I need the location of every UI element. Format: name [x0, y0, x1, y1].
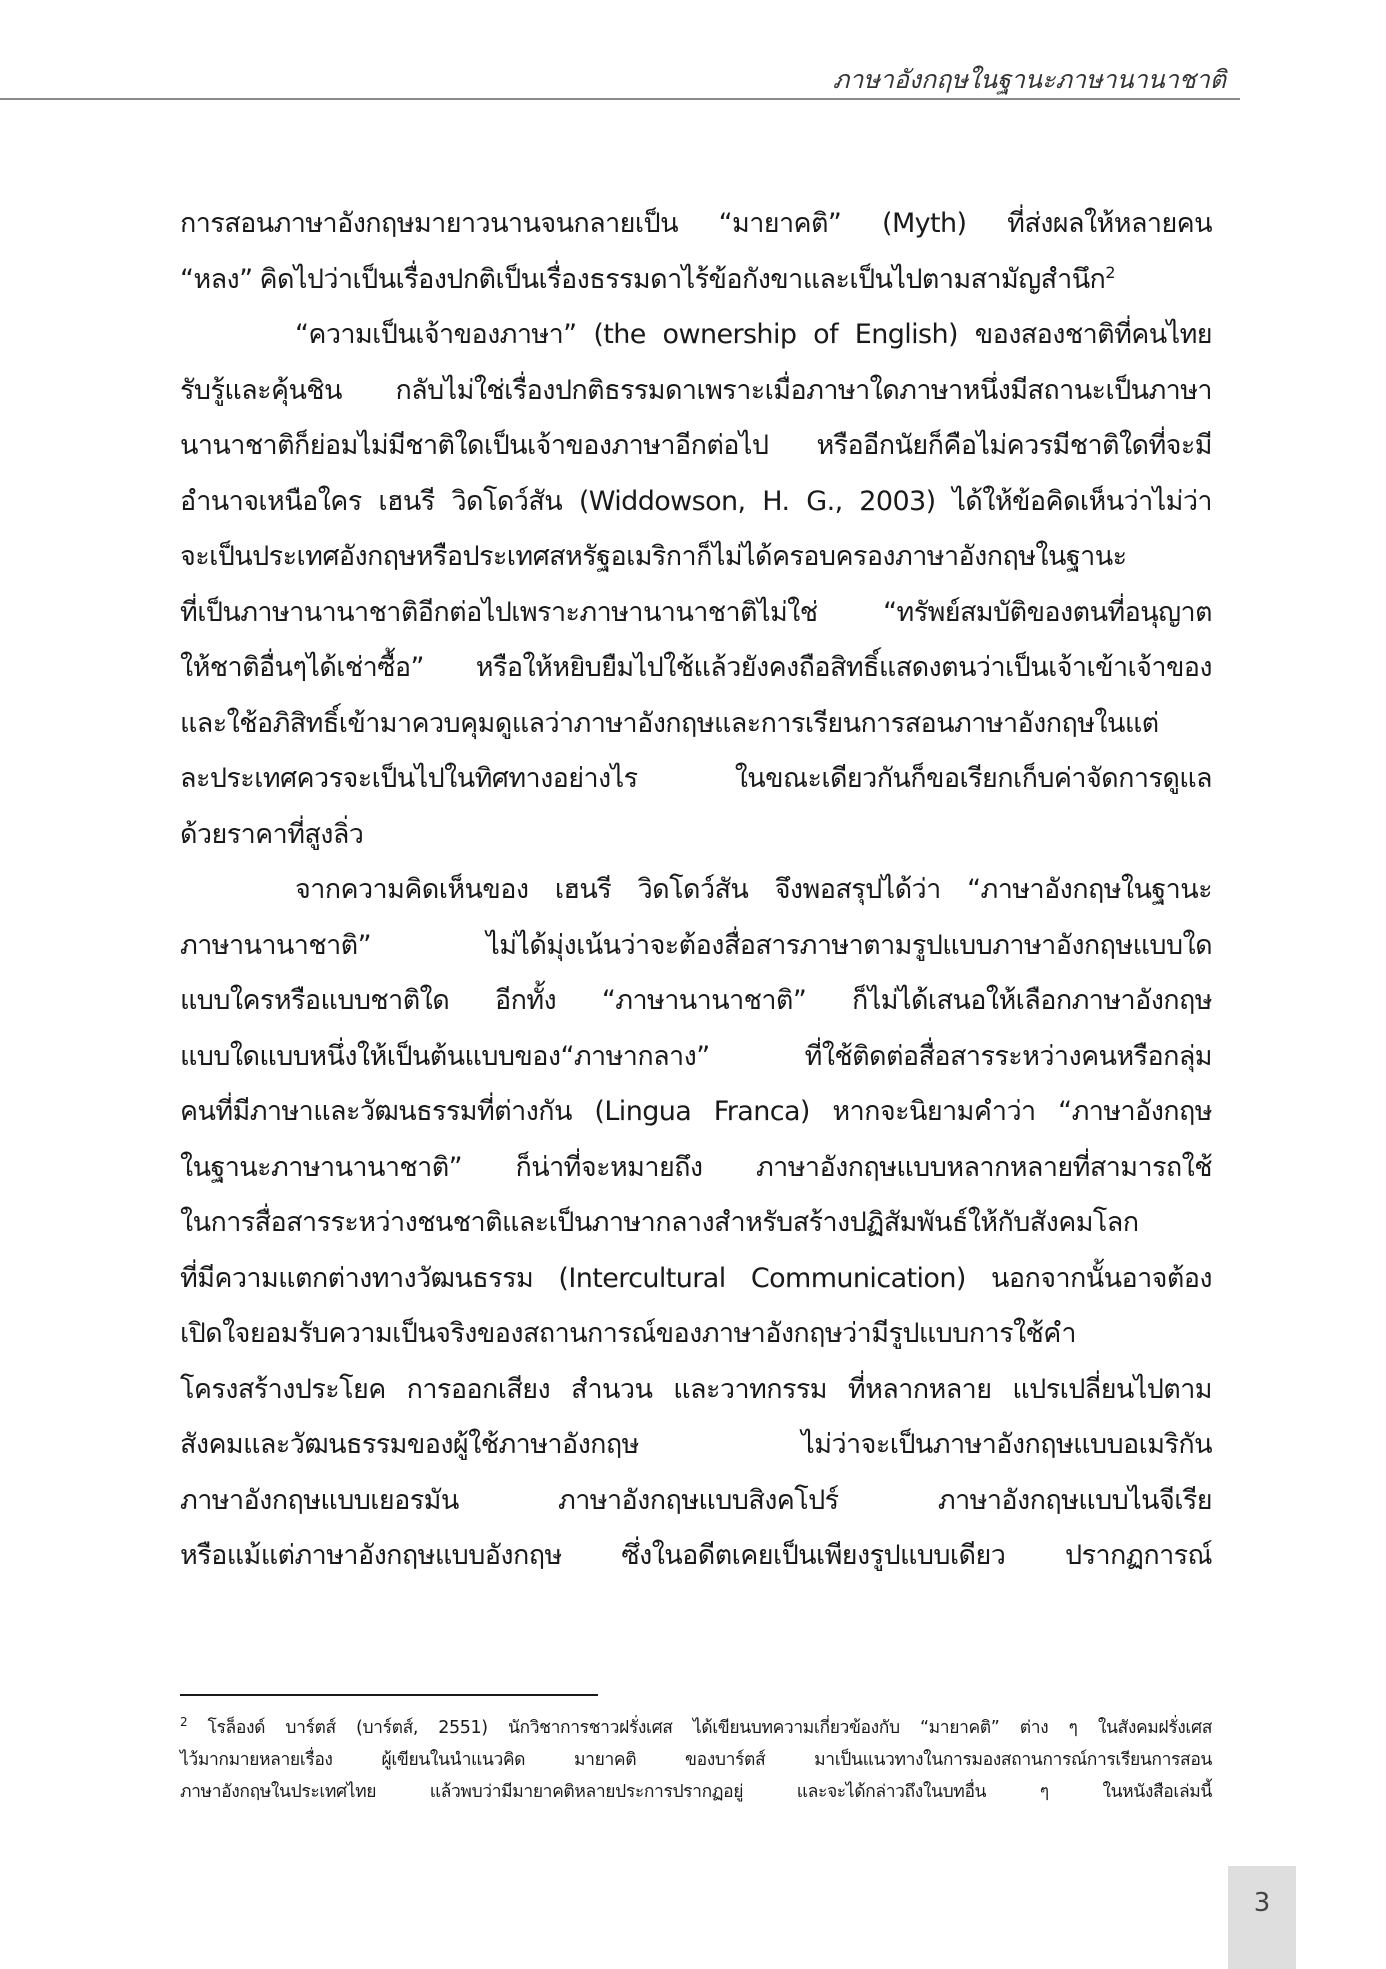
footnote: [180, 1712, 1212, 1808]
text-line: [180, 252, 1212, 308]
text-line: แบบใดแบบหนึ่งให้เป็นต้นแบบของ“ภาษากลาง” ที่ใช้ติดต่อสื่อสารระหว่างคนหรือกลุ่ม: [180, 1040, 1212, 1072]
page-number: 3: [1253, 1888, 1271, 1918]
text-line: ที่มีความแตกต่างทางวัฒนธรรม (Intercultural Communication) นอกจากนั้นอาจต้อง: [180, 1262, 1212, 1294]
page-header: [0, 0, 1386, 100]
footnote-line: [180, 1712, 1212, 1744]
text-line: โครงสร้างประโยค การออกเสียง สำนวน และวาทกรรม ที่หลากหลาย แปรเปลี่ยนไปตาม: [180, 1373, 1212, 1405]
text-line: ละประเทศควรจะเป็นไปในทิศทางอย่างไร ในขณะเดียวกันก็ขอเรียกเก็บค่าจัดการดูแล: [180, 763, 1212, 794]
text-line: “ความเป็นเจ้าของภาษา” (the ownership of English) ของสองชาติที่คนไทย: [295, 319, 1212, 350]
page-number-tab: [1228, 1866, 1296, 1969]
text-line: รับรู้และคุ้นชิน กลับไม่ใช่เรื่องปกติธรรมดาเพราะเมื่อภาษาใดภาษาหนึ่งมีสถานะเป็นภาษา: [180, 374, 1212, 406]
text-line: ที่เป็นภาษานานาชาติอีกต่อไปเพราะภาษานานาชาติไม่ใช่ “ทรัพย์สมบัติของตนที่อนุญาต: [180, 596, 1212, 628]
body-text: [180, 196, 1212, 1584]
running-title: ภาษาอังกฤษในฐานะภาษานานาชาติ: [832, 65, 1226, 94]
text-line: ด้วยราคาที่สูงลิ่ว: [180, 818, 364, 850]
text-line: ภาษาอังกฤษแบบเยอรมัน ภาษาอังกฤษแบบสิงคโปร์ ภาษาอังกฤษแบบไนจีเรีย: [180, 1484, 1212, 1516]
footnote-line: ไว้มากมายหลายเรื่อง ผู้เขียนในนำแนวคิด มายาคติ ของบาร์ตส์ มาเป็นแนวทางในการมองสถานการณ์การเรียนการสอน: [180, 1750, 1212, 1770]
footnote-line: ภาษาอังกฤษในประเทศไทย แล้วพบว่ามีมายาคติหลายประการปรากฏอยู่ และจะได้กล่าวถึงในบทอื่น ๆ ในหนังสือเล่มนี้: [180, 1782, 1212, 1802]
text-line: จากความคิดเห็นของ เฮนรี วิดโดว์สัน จึงพอสรุปได้ว่า “ภาษาอังกฤษในฐานะ: [295, 874, 1212, 905]
text-line: ภาษานานาชาติ” ไม่ได้มุ่งเน้นว่าจะต้องสื่อสารภาษาตามรูปแบบภาษาอังกฤษแบบใด: [180, 929, 1212, 961]
text-line: และใช้อภิสิทธิ์เข้ามาควบคุมดูแลว่าภาษาอังกฤษและการเรียนการสอนภาษาอังกฤษในแต่: [180, 707, 1159, 739]
text-line: ในฐานะภาษานานาชาติ” ก็น่าที่จะหมายถึง ภาษาอังกฤษแบบหลากหลายที่สามารถใช้: [180, 1151, 1212, 1183]
text-line: จะเป็นประเทศอังกฤษหรือประเทศสหรัฐอเมริกาก็ไม่ได้ครอบครองภาษาอังกฤษในฐานะ: [180, 541, 1127, 572]
footnote-rule: [180, 1694, 598, 1696]
header-rule: [0, 98, 1240, 100]
text-line: หรือแม้แต่ภาษาอังกฤษแบบอังกฤษ ซึ่งในอดีตเคยเป็นเพียงรูปแบบเดียว ปรากฏการณ์: [180, 1540, 1212, 1571]
text-span: “หลง” คิดไปว่าเป็นเรื่องปกติเป็นเรื่องธรรมดาไร้ข้อกังขาและเป็นไปตามสามัญสำนึก: [180, 263, 1106, 295]
text-line: นานาชาติก็ย่อมไม่มีชาติใดเป็นเจ้าของภาษาอีกต่อไป หรืออีกนัยก็คือไม่ควรมีชาติใดที่จะมี: [180, 430, 1212, 461]
text-line: สังคมและวัฒนธรรมของผู้ใช้ภาษาอังกฤษ ไม่ว่าจะเป็นภาษาอังกฤษแบบอเมริกัน: [180, 1429, 1212, 1460]
text-line: อำนาจเหนือใคร เฮนรี วิดโดว์สัน (Widdowson, H. G., 2003) ได้ให้ข้อคิดเห็นว่าไม่ว่า: [180, 485, 1212, 517]
text-line: ให้ชาติอื่นๆได้เช่าซื้อ” หรือให้หยิบยืมไปใช้แล้วยังคงถือสิทธิ์แสดงตนว่าเป็นเจ้าเข้าเจ้าของ: [180, 652, 1212, 683]
footnote-reference[interactable]: 2: [1105, 262, 1115, 282]
footnote-mark: 2: [180, 1715, 188, 1730]
text-line: การสอนภาษาอังกฤษมายาวนานจนกลายเป็น “มายาคติ” (Myth) ที่ส่งผลให้หลายคน: [180, 208, 1212, 239]
text-line: แบบใครหรือแบบชาติใด อีกทั้ง “ภาษานานาชาติ” ก็ไม่ได้เสนอให้เลือกภาษาอังกฤษ: [180, 985, 1212, 1016]
text-line: เปิดใจยอมรับความเป็นจริงของสถานการณ์ของภาษาอังกฤษว่ามีรูปแบบการใช้คำ: [180, 1318, 1076, 1349]
text-line: ในการสื่อสารระหว่างชนชาติและเป็นภาษากลางสำหรับสร้างปฏิสัมพันธ์ให้กับสังคมโลก: [180, 1207, 1139, 1238]
text-line: คนที่มีภาษาและวัฒนธรรมที่ต่างกัน (Lingua Franca) หากจะนิยามคำว่า “ภาษาอังกฤษ: [180, 1096, 1212, 1127]
footnote-text: โรล็องด์ บาร์ตส์ (บาร์ตส์, 2551) นักวิชาการชาวฝรั่งเศส ได้เขียนบทความเกี่ยวข้องกับ “มายาคติ” ต่าง ๆ ในสังคมฝรั่งเศส: [187, 1718, 1212, 1738]
